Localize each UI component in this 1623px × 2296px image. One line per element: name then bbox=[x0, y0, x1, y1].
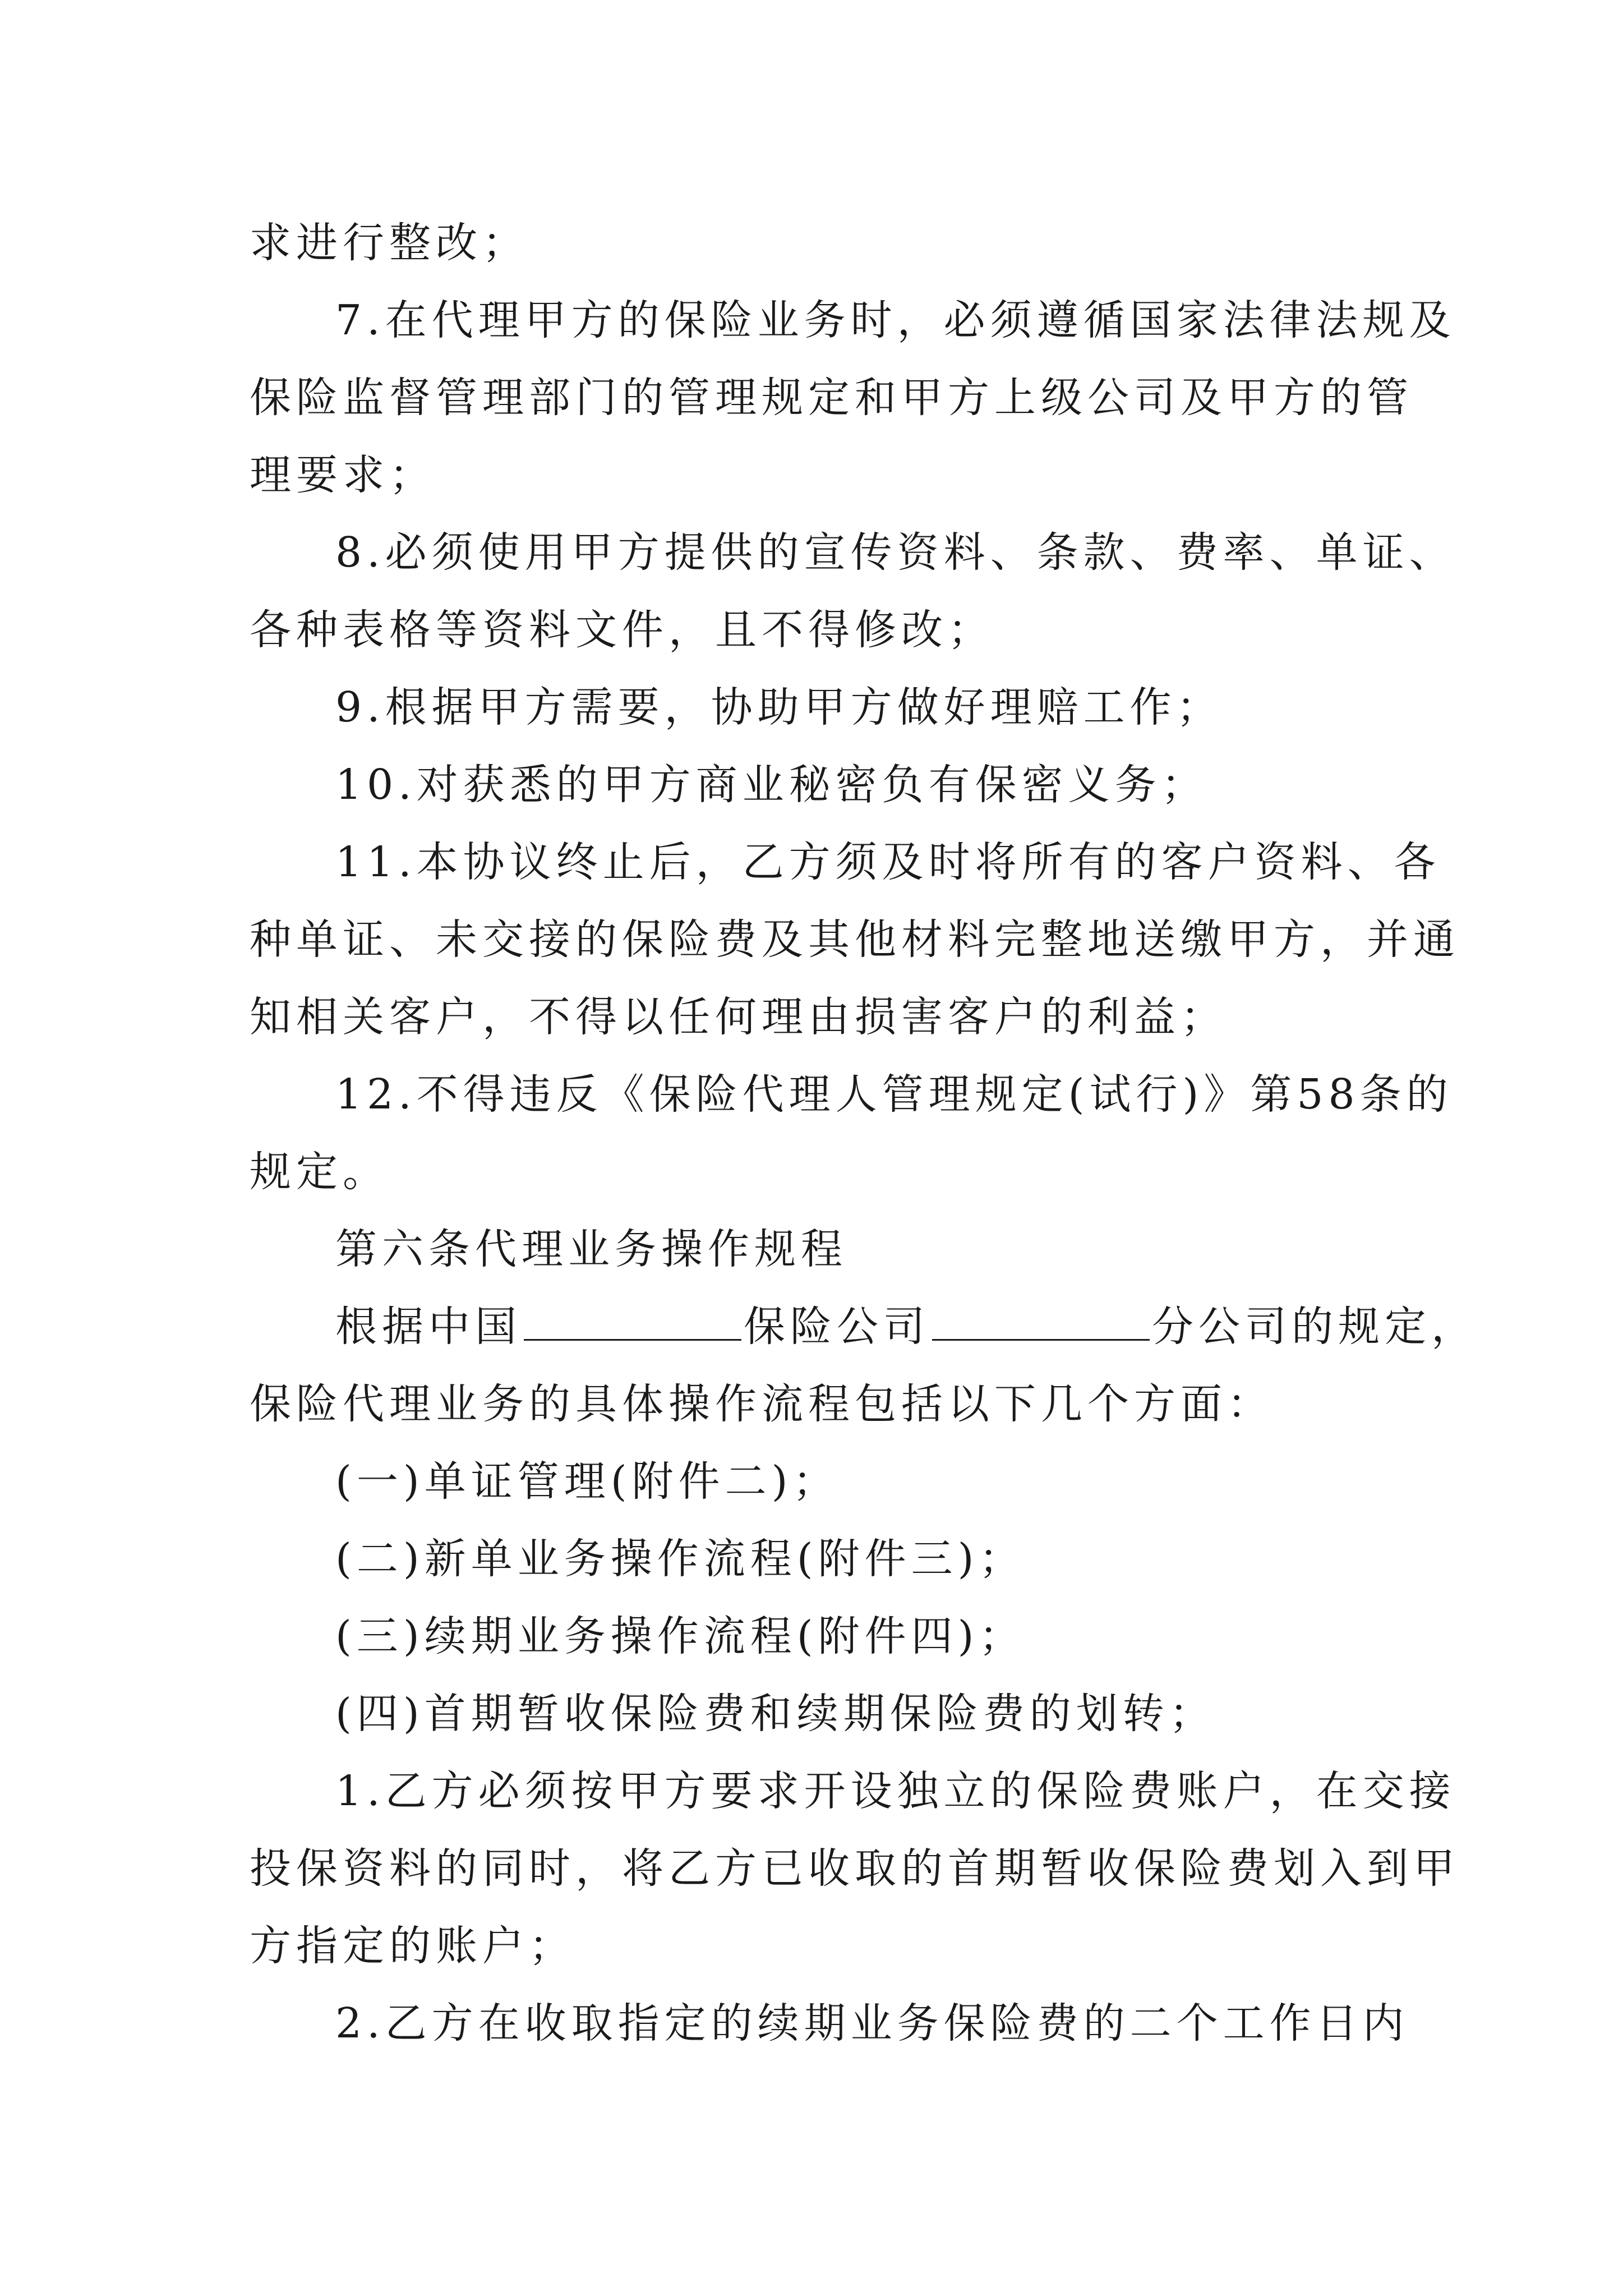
fill-in-text-2: 保险公司 bbox=[744, 1303, 930, 1351]
point-2-line-1: 2.乙方在收取指定的续期业务保险费的二个工作日内 bbox=[335, 1999, 1409, 2047]
sub-item-2: (二)新单业务操作流程(附件三)； bbox=[335, 1535, 1026, 1583]
sub-item-4: (四)首期暂收保险费和续期保险费的划转； bbox=[335, 1690, 1216, 1738]
item-12-line-1: 12.不得违反《保险代理人管理规定(试行)》第58条的 bbox=[335, 1070, 1453, 1119]
point-1-line-3: 方指定的账户； bbox=[250, 1922, 575, 1970]
fill-in-text-3: 分公司的规定， bbox=[1152, 1303, 1478, 1351]
item-7-line-2: 保险监督管理部门的管理规定和甲方上级公司及甲方的管 bbox=[250, 374, 1413, 422]
item-7-line-3: 理要求； bbox=[250, 451, 436, 499]
item-8-line-2: 各种表格等资料文件，且不得修改； bbox=[250, 606, 994, 654]
item-9-line: 9.根据甲方需要，协助甲方做好理赔工作； bbox=[335, 683, 1223, 731]
item-11-line-3: 知相关客户，不得以任何理由损害客户的利益； bbox=[250, 993, 1227, 1041]
item-11-line-2: 种单证、未交接的保险费及其他材料完整地送缴甲方，并通 bbox=[250, 915, 1460, 964]
text-line: 保险代理业务的具体操作流程包括以下几个方面： bbox=[250, 1380, 1274, 1428]
point-1-line-1: 1.乙方必须按甲方要求开设独立的保险费账户，在交接 bbox=[335, 1767, 1456, 1815]
blank-field-branch[interactable] bbox=[932, 1300, 1150, 1341]
sub-item-3: (三)续期业务操作流程(附件四)； bbox=[335, 1612, 1026, 1660]
fill-in-line bbox=[335, 1300, 1478, 1354]
fill-in-text-1: 根据中国 bbox=[335, 1303, 522, 1351]
item-8-line-1: 8.必须使用甲方提供的宣传资料、条款、费率、单证、 bbox=[335, 528, 1456, 577]
item-10-line: 10.对获悉的甲方商业秘密负有保密义务； bbox=[335, 761, 1208, 809]
text-line: 求进行整改； bbox=[250, 219, 529, 267]
point-1-line-2: 投保资料的同时，将乙方已收取的首期暂收保险费划入到甲 bbox=[250, 1844, 1460, 1893]
article-6-heading: 第六条代理业务操作规程 bbox=[335, 1225, 847, 1273]
item-7-line-1: 7.在代理甲方的保险业务时，必须遵循国家法律法规及 bbox=[335, 296, 1456, 344]
item-11-line-1: 11.本协议终止后，乙方须及时将所有的客户资料、各 bbox=[335, 838, 1441, 886]
item-12-line-2: 规定。 bbox=[250, 1148, 389, 1196]
sub-item-1: (一)单证管理(附件二)； bbox=[335, 1457, 840, 1506]
blank-field-company[interactable] bbox=[524, 1300, 741, 1341]
